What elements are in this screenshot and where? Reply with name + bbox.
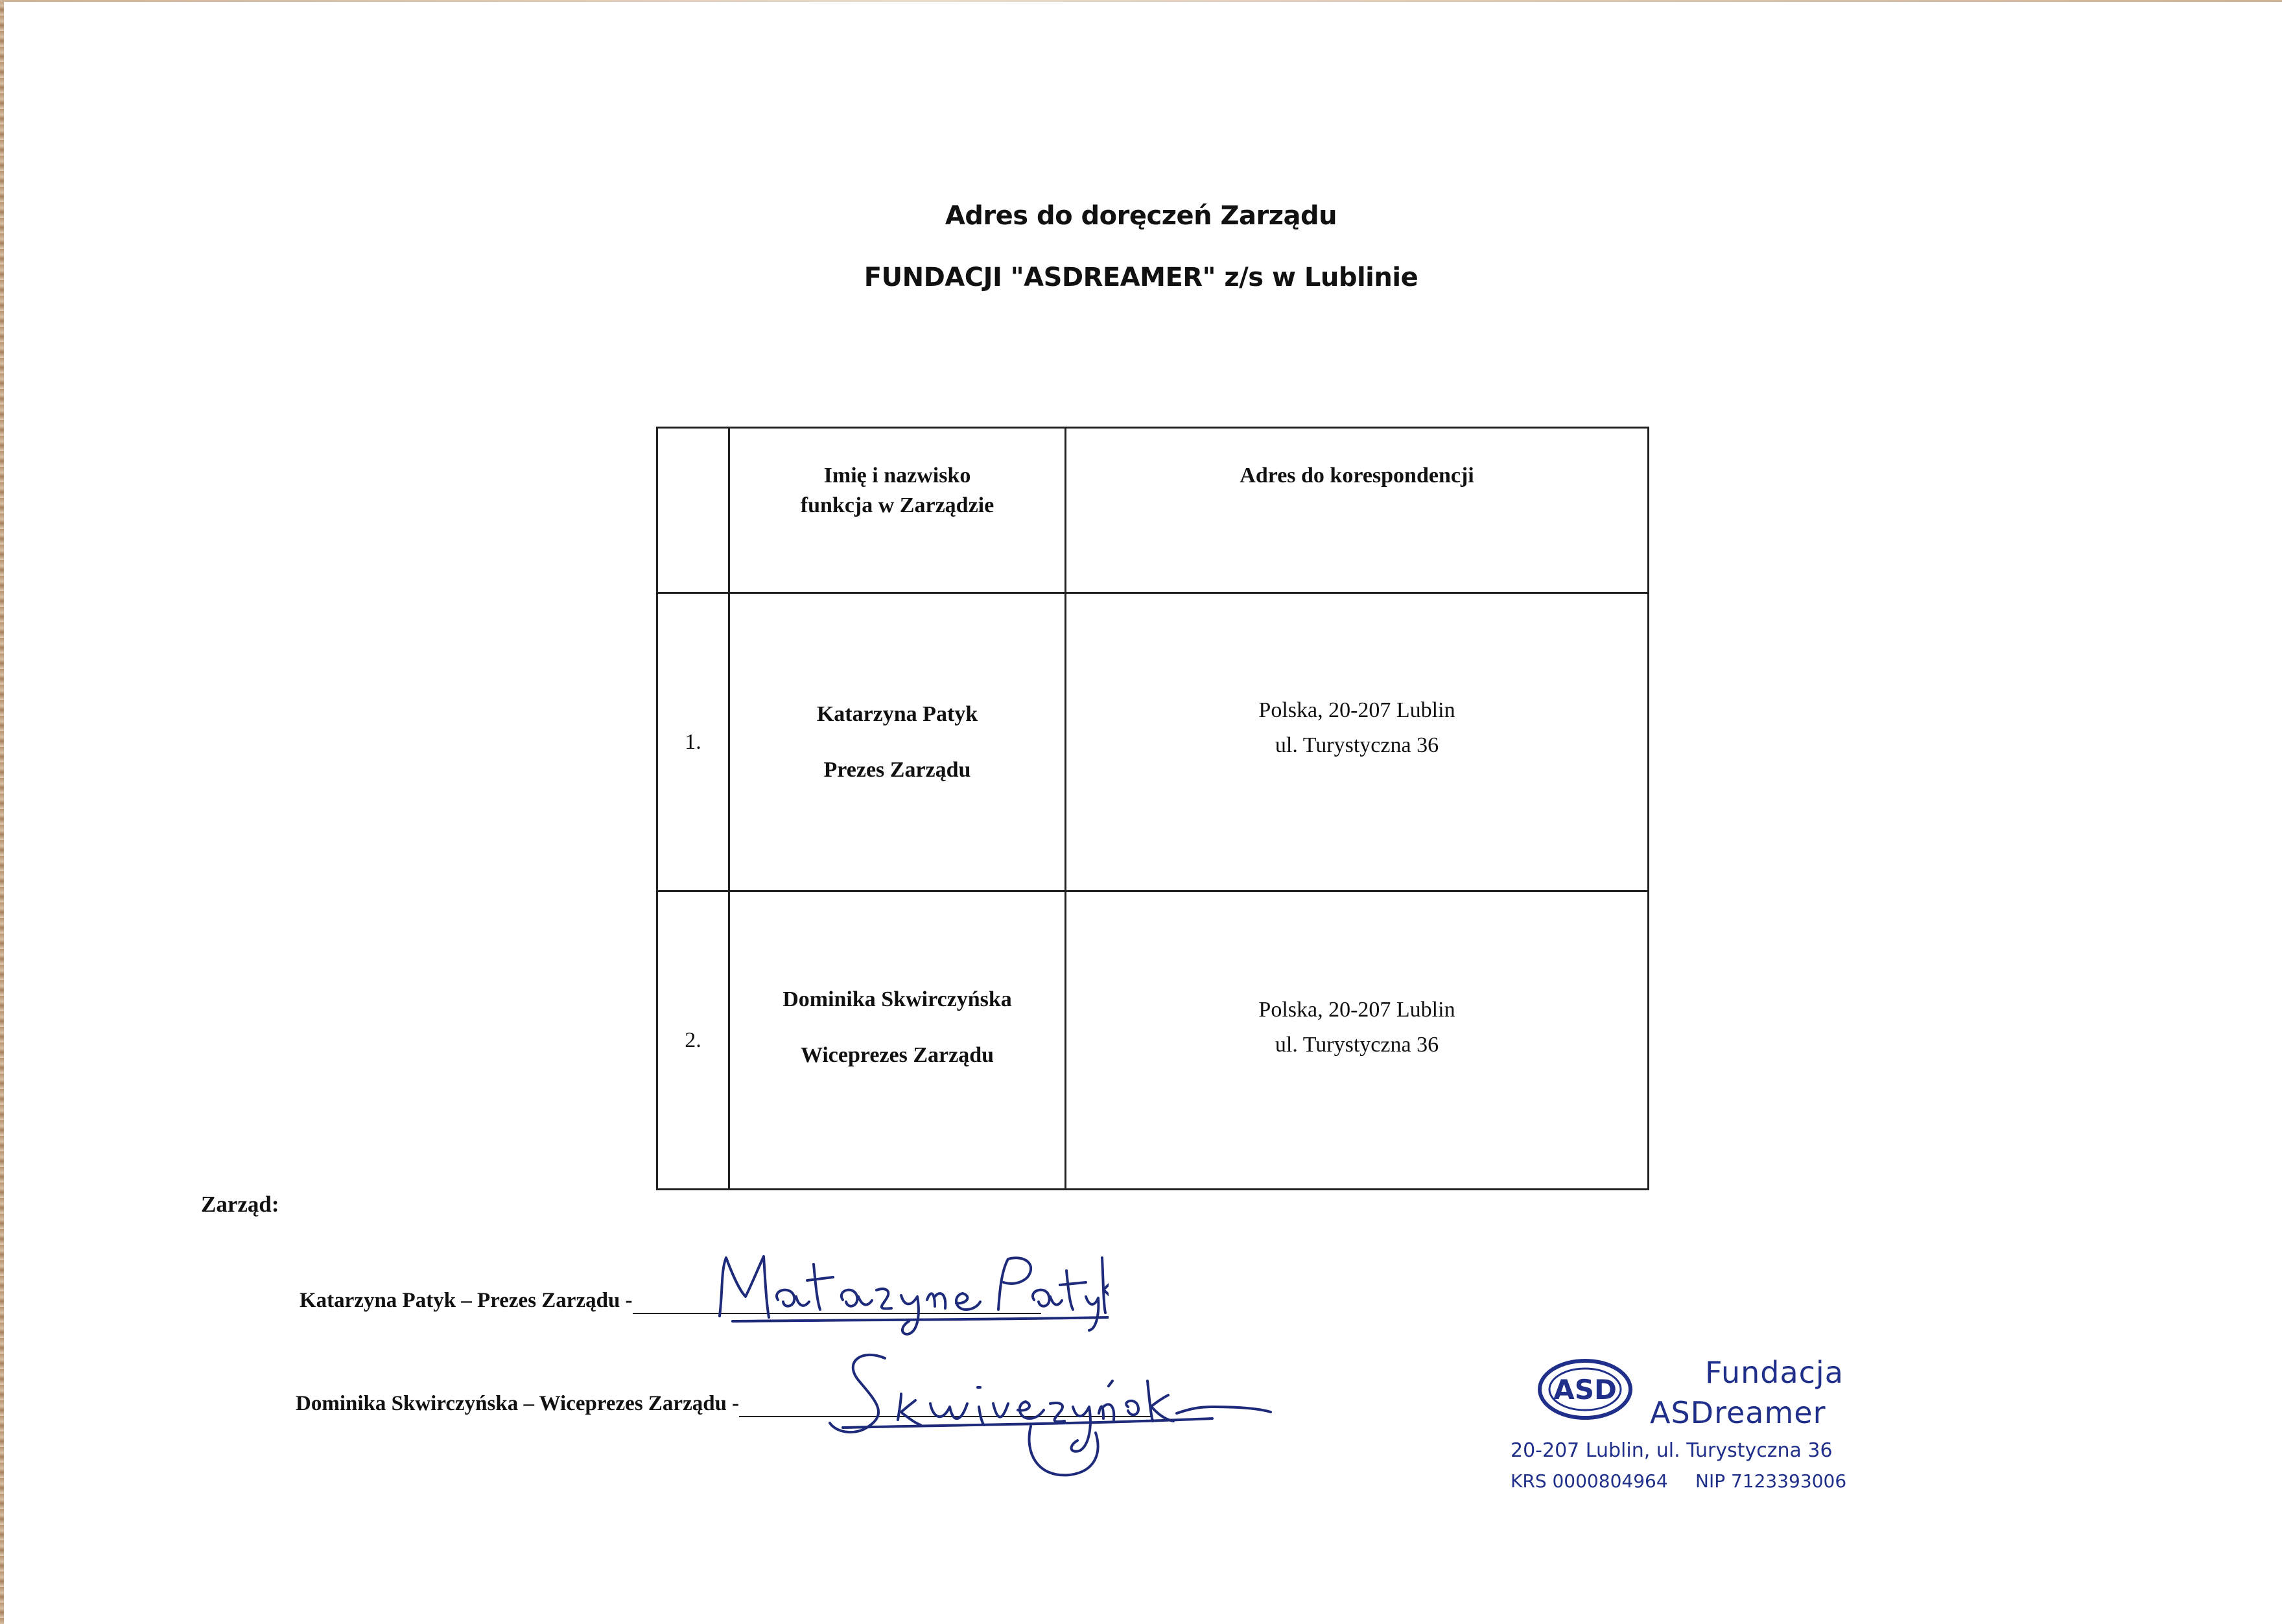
- member-name: Katarzyna Patyk: [816, 701, 978, 726]
- handwritten-signature-president: [707, 1245, 1109, 1336]
- document-title: Adres do doręczeń Zarządu: [945, 201, 1337, 231]
- wood-edge-left: [0, 0, 4, 1624]
- table-row: [657, 593, 1649, 891]
- row-number: 1.: [657, 593, 729, 891]
- stamp-krs: KRS 0000804964: [1511, 1470, 1668, 1492]
- row-address-cell: [1066, 891, 1649, 1190]
- asd-logo-icon: [1536, 1354, 1640, 1425]
- logo-text: ASD: [1553, 1374, 1617, 1406]
- stamp-address: 20-207 Lublin, ul. Turystyczna 36: [1511, 1439, 1833, 1462]
- signature-caption-vice-president: Dominika Skwirczyńska – Wiceprezes Zarządu -: [296, 1392, 740, 1415]
- address-line2: ul. Turystyczna 36: [1275, 733, 1439, 757]
- signature-caption-president: Katarzyna Patyk – Prezes Zarządu -: [300, 1289, 633, 1312]
- wood-edge-top: [0, 0, 2282, 2]
- management-table: [656, 427, 1649, 1190]
- member-name: Dominika Skwirczyńska: [782, 987, 1012, 1011]
- header-name-line2: funkcja w Zarządzie: [800, 493, 994, 517]
- address-line2: ul. Turystyczna 36: [1275, 1032, 1439, 1057]
- header-name-line1: Imię i nazwisko: [823, 464, 971, 488]
- header-address: Adres do korespondencji: [1066, 428, 1649, 593]
- address-line1: Polska, 20-207 Lublin: [1258, 997, 1455, 1022]
- stamp-name-line2: ASDreamer: [1650, 1395, 1826, 1430]
- header-name: [729, 428, 1066, 593]
- member-role: Wiceprezes Zarządu: [800, 1042, 994, 1067]
- document-subtitle: FUNDACJI "ASDREAMER" z/s w Lublinie: [864, 263, 1418, 292]
- row-number: 2.: [657, 891, 729, 1190]
- board-label: Zarząd:: [201, 1192, 279, 1217]
- header-number: [657, 428, 729, 593]
- table-row: [657, 891, 1649, 1190]
- row-name-cell: [729, 593, 1066, 891]
- table-header-row: [657, 428, 1649, 593]
- stamp-nip: NIP 7123393006: [1695, 1470, 1847, 1492]
- stamp-name-line1: Fundacja: [1705, 1355, 1844, 1390]
- member-role: Prezes Zarządu: [823, 757, 971, 782]
- row-address-cell: [1066, 593, 1649, 891]
- foundation-stamp: [1511, 1348, 1874, 1504]
- address-line1: Polska, 20-207 Lublin: [1258, 698, 1455, 722]
- row-name-cell: [729, 891, 1066, 1190]
- handwritten-signature-vice-president: [823, 1342, 1277, 1491]
